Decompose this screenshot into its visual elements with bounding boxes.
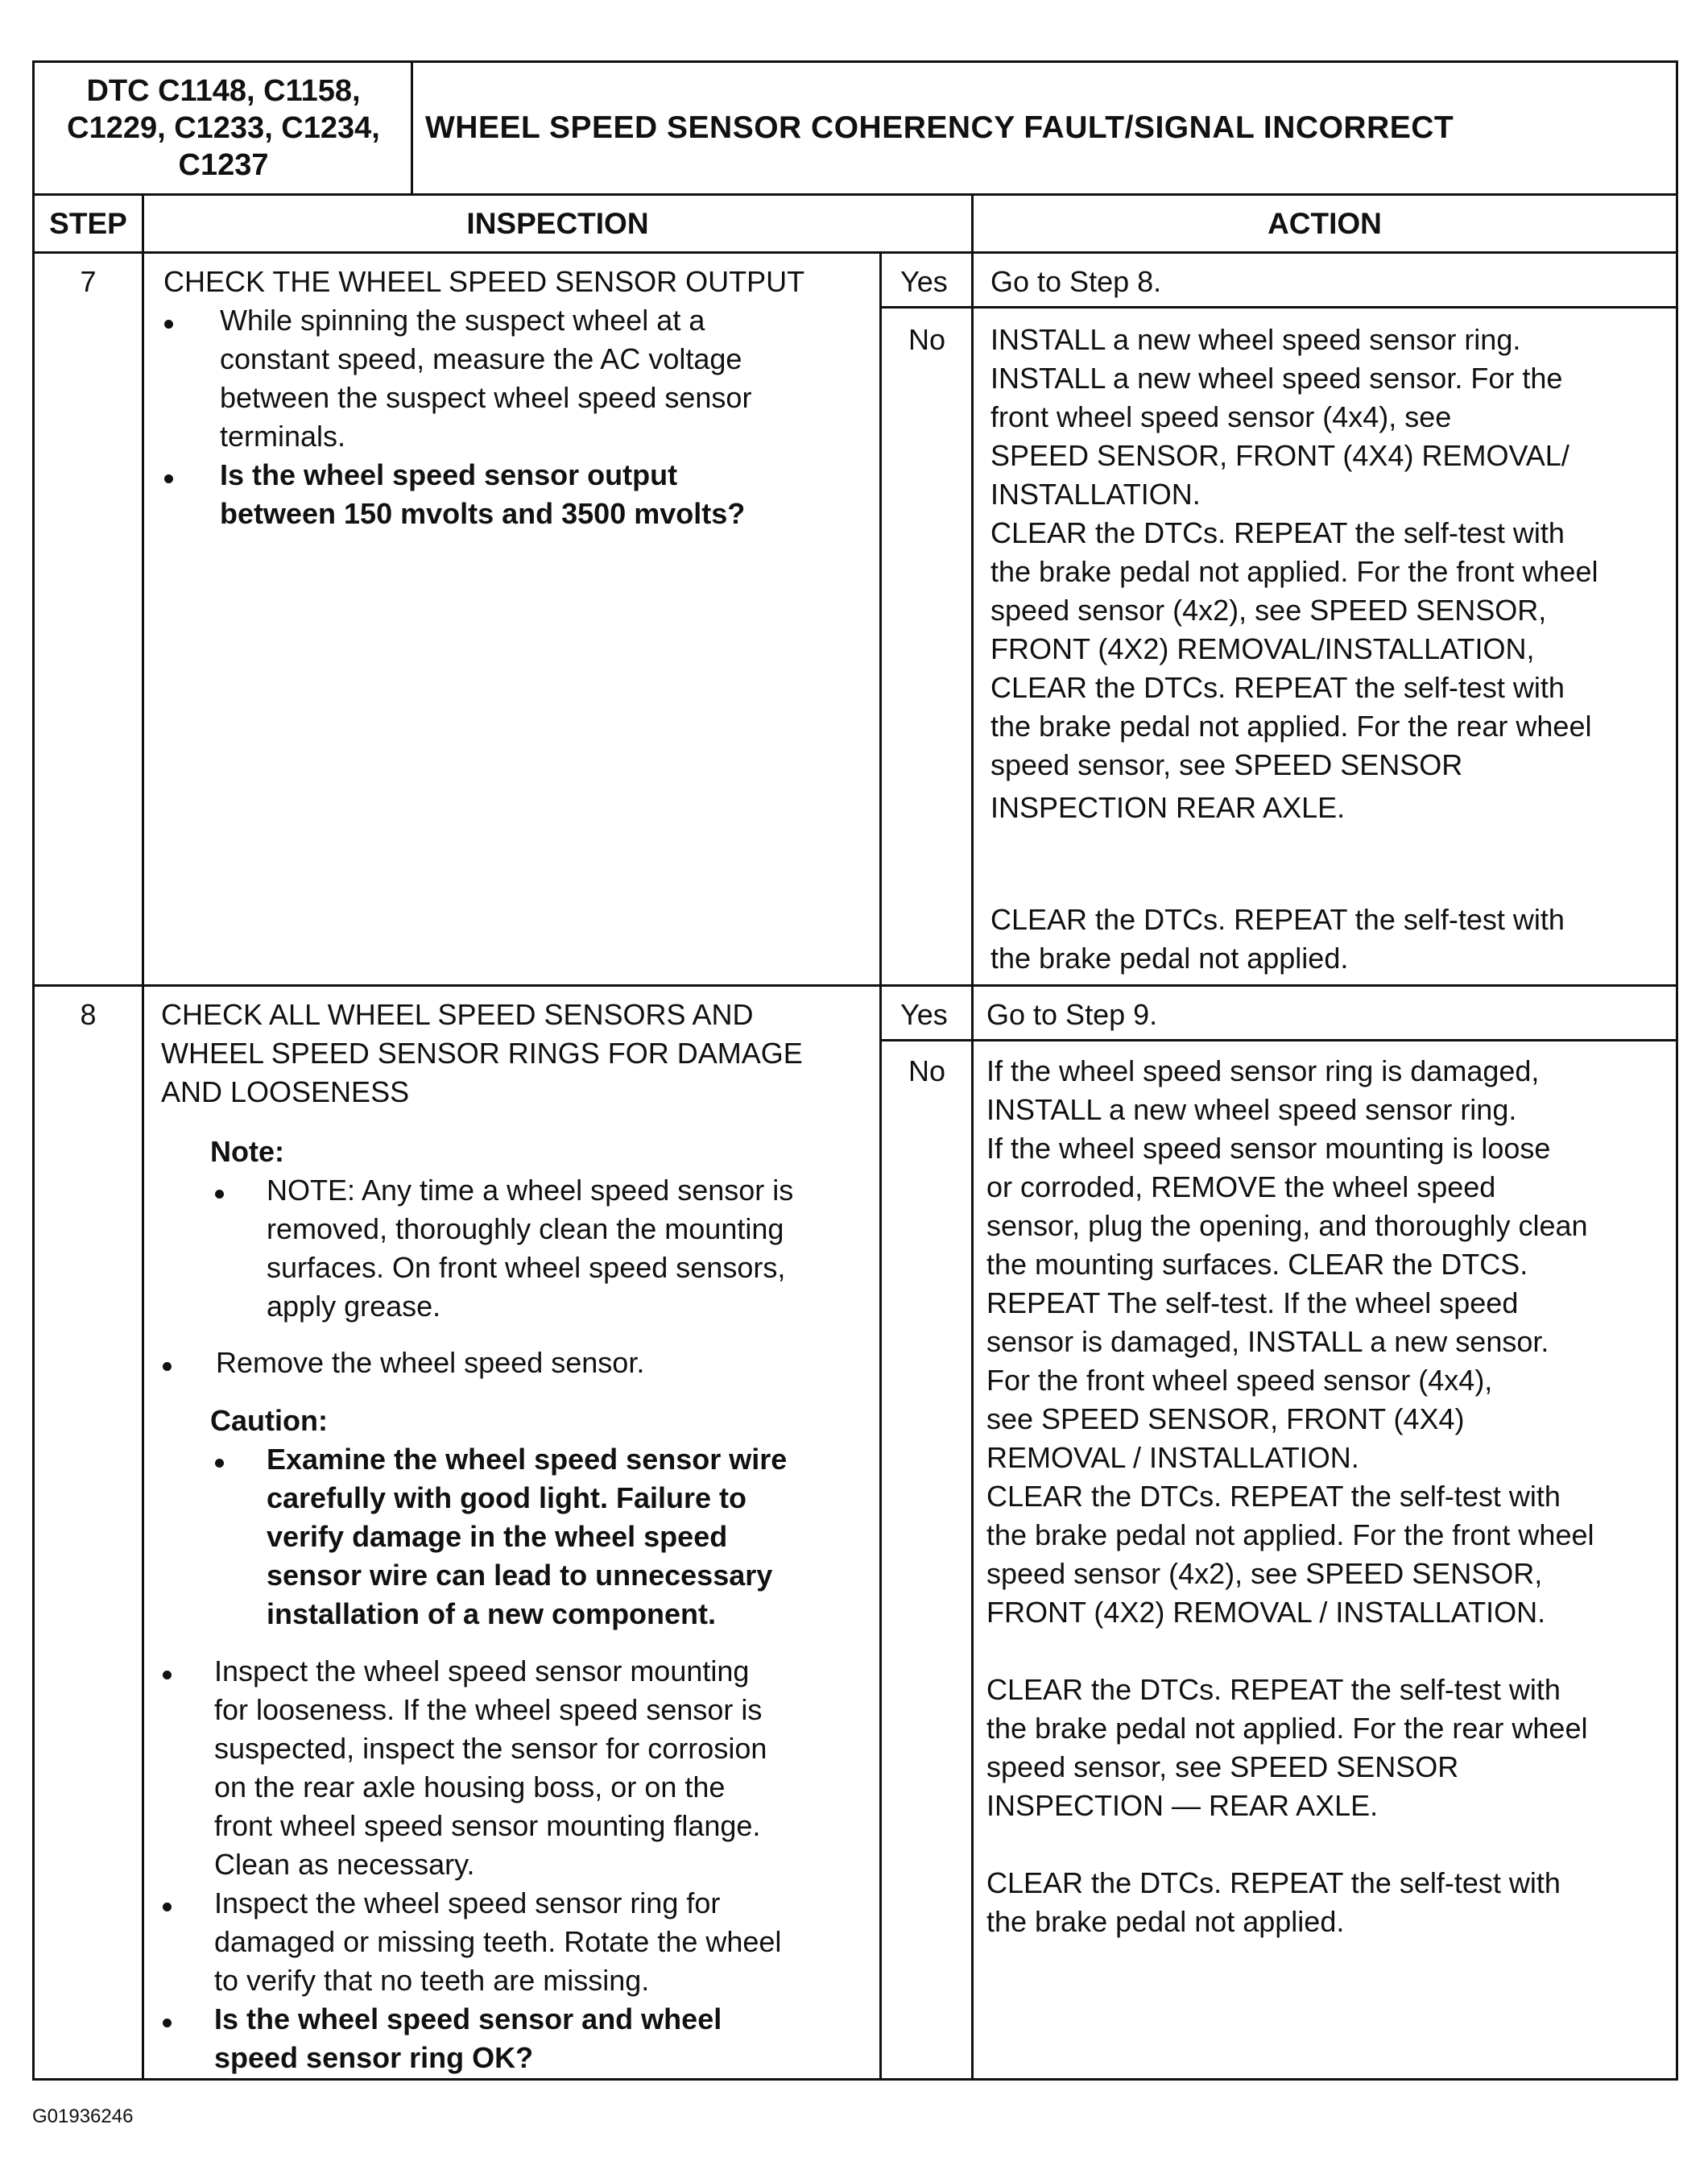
inspection-text: Clean as necessary.: [214, 1848, 475, 1881]
no-action-line: FRONT (4X2) REMOVAL/INSTALLATION,: [990, 632, 1535, 665]
no-action-line: the brake pedal not applied. For the rear wheel: [990, 710, 1592, 743]
no-action-line: sensor, plug the opening, and thoroughly clean: [986, 1209, 1588, 1242]
no-action-line: the brake pedal not applied.: [986, 1905, 1345, 1938]
yes-label: Yes: [900, 265, 948, 298]
no-action-line: For the front wheel speed sensor (4x4),: [986, 1364, 1493, 1397]
step-heading: CHECK ALL WHEEL SPEED SENSORS AND: [161, 998, 754, 1031]
inspection-text: damaged or missing teeth. Rotate the wheel: [214, 1925, 782, 1958]
caution-text: installation of a new component.: [267, 1597, 717, 1630]
no-action-line: REPEAT The self-test. If the wheel speed: [986, 1286, 1519, 1319]
dtc-code-line: DTC C1148, C1158,: [86, 74, 361, 108]
step7-yes-row-bottom: [879, 306, 1678, 309]
no-action-line: If the wheel speed sensor mounting is loose: [986, 1132, 1551, 1165]
column-heading-step: STEP: [49, 207, 127, 240]
no-action-line: the brake pedal not applied. For the rear wheel: [986, 1712, 1588, 1745]
no-action-line: CLEAR the DTCs. REPEAT the self-test with: [990, 903, 1565, 936]
inspection-text: between the suspect wheel speed sensor: [220, 381, 752, 414]
no-action-line: the brake pedal not applied. For the front wheel: [990, 555, 1598, 588]
no-action-line: INSTALL a new wheel speed sensor ring.: [990, 323, 1521, 356]
inspection-text: Inspect the wheel speed sensor mounting: [214, 1654, 750, 1687]
note-text: removed, thoroughly clean the mounting: [267, 1212, 784, 1245]
inspection-text: to verify that no teeth are missing.: [214, 1964, 650, 1997]
no-action-line: the brake pedal not applied.: [990, 942, 1349, 975]
bullet-icon: [215, 1190, 224, 1199]
yes-label: Yes: [900, 998, 948, 1031]
inspection-text: While spinning the suspect wheel at a: [220, 304, 705, 337]
note-label: Note:: [210, 1135, 284, 1168]
page-title: WHEEL SPEED SENSOR COHERENCY FAULT/SIGNAL INCORRECT: [425, 110, 1454, 145]
no-action-line: front wheel speed sensor (4x4), see: [990, 400, 1452, 433]
step-column-divider: [142, 193, 144, 2081]
no-action-line: SPEED SENSOR, FRONT (4X4) REMOVAL/: [990, 439, 1569, 472]
inspection-question: speed sensor ring OK?: [214, 2041, 534, 2074]
bullet-icon: [163, 1903, 172, 1911]
no-action-line: the brake pedal not applied. For the front wheel: [986, 1518, 1594, 1551]
bullet-icon: [163, 1362, 172, 1371]
no-action-line: speed sensor (4x2), see SPEED SENSOR,: [990, 594, 1547, 627]
no-action-line: CLEAR the DTCs. REPEAT the self-test with: [986, 1866, 1561, 1899]
step-heading: WHEEL SPEED SENSOR RINGS FOR DAMAGE: [161, 1037, 803, 1070]
header-divider: [411, 60, 413, 195]
no-action-line: CLEAR the DTCs. REPEAT the self-test with: [986, 1480, 1561, 1513]
no-action-line: INSPECTION — REAR AXLE.: [986, 1789, 1379, 1822]
inspection-text: on the rear axle housing boss, or on the: [214, 1770, 726, 1803]
yes-action: Go to Step 9.: [986, 998, 1158, 1031]
bullet-icon: [163, 2019, 172, 2027]
figure-code: G01936246: [32, 2106, 134, 2127]
no-action-line: or corroded, REMOVE the wheel speed: [986, 1170, 1496, 1203]
note-text: NOTE: Any time a wheel speed sensor is: [267, 1174, 794, 1207]
table-border-left: [32, 60, 35, 2081]
no-action-line: sensor is damaged, INSTALL a new sensor.: [986, 1325, 1549, 1358]
no-label: No: [908, 1054, 946, 1087]
inspection-text: Remove the wheel speed sensor.: [216, 1346, 645, 1379]
dtc-code-cell: [36, 63, 411, 193]
step-heading: AND LOOSENESS: [161, 1075, 410, 1108]
inspection-question: between 150 mvolts and 3500 mvolts?: [220, 497, 746, 530]
no-action-line: FRONT (4X2) REMOVAL / INSTALLATION.: [986, 1596, 1546, 1629]
no-action-line: INSTALL a new wheel speed sensor. For the: [990, 362, 1563, 395]
yes-no-column-divider: [879, 251, 882, 2081]
inspection-question: Is the wheel speed sensor and wheel: [214, 2002, 722, 2035]
no-action-line: the mounting surfaces. CLEAR the DTCS.: [986, 1248, 1528, 1281]
caution-text: sensor wire can lead to unnecessary: [267, 1559, 773, 1592]
dtc-code-line: C1229, C1233, C1234,: [67, 111, 380, 145]
bullet-icon: [164, 320, 173, 329]
step-heading: CHECK THE WHEEL SPEED SENSOR OUTPUT: [163, 265, 805, 298]
inspection-text: terminals.: [220, 420, 346, 453]
no-action-line: REMOVAL / INSTALLATION.: [986, 1441, 1359, 1474]
no-action-line: CLEAR the DTCs. REPEAT the self-test with: [990, 516, 1565, 549]
note-text: apply grease.: [267, 1290, 441, 1323]
no-action-line: CLEAR the DTCs. REPEAT the self-test with: [990, 671, 1565, 704]
no-action-line: speed sensor, see SPEED SENSOR: [986, 1750, 1459, 1783]
step-number: 8: [80, 998, 97, 1031]
caution-text: verify damage in the wheel speed: [267, 1520, 728, 1553]
no-action-line: speed sensor (4x2), see SPEED SENSOR,: [986, 1557, 1543, 1590]
caution-text: Examine the wheel speed sensor wire: [267, 1443, 788, 1476]
inspection-text: Inspect the wheel speed sensor ring for: [214, 1886, 721, 1919]
no-action-line: see SPEED SENSOR, FRONT (4X4): [986, 1402, 1465, 1435]
dtc-code-line: C1237: [178, 148, 269, 182]
caution-label: Caution:: [210, 1404, 328, 1437]
no-action-line: INSTALL a new wheel speed sensor ring.: [986, 1093, 1517, 1126]
bullet-icon: [164, 474, 173, 483]
no-action-line: CLEAR the DTCs. REPEAT the self-test with: [986, 1673, 1561, 1706]
inspection-text: suspected, inspect the sensor for corrosion: [214, 1732, 767, 1765]
table-border-right: [1676, 60, 1678, 2081]
yes-action: Go to Step 8.: [990, 265, 1162, 298]
column-heading-inspection: INSPECTION: [466, 207, 649, 240]
no-action-line: INSPECTION REAR AXLE.: [990, 791, 1346, 824]
column-heading-action: ACTION: [1268, 207, 1382, 240]
no-label: No: [908, 323, 946, 356]
step-number: 7: [80, 265, 97, 298]
inspection-question: Is the wheel speed sensor output: [220, 458, 678, 491]
step7-row-bottom: [32, 984, 1678, 987]
note-text: surfaces. On front wheel speed sensors,: [267, 1251, 786, 1284]
action-column-divider: [971, 193, 974, 2081]
no-action-line: INSTALLATION.: [990, 478, 1201, 511]
caution-text: carefully with good light. Failure to: [267, 1481, 747, 1514]
inspection-text: constant speed, measure the AC voltage: [220, 342, 742, 375]
no-action-line: speed sensor, see SPEED SENSOR: [990, 748, 1463, 781]
inspection-text: front wheel speed sensor mounting flange.: [214, 1809, 761, 1842]
no-action-line: If the wheel speed sensor ring is damaged,: [986, 1054, 1540, 1087]
table-border-bottom: [32, 2078, 1678, 2081]
step8-yes-row-bottom: [879, 1039, 1678, 1041]
inspection-text: for looseness. If the wheel speed sensor is: [214, 1693, 763, 1726]
bullet-icon: [163, 1671, 172, 1679]
bullet-icon: [215, 1459, 224, 1468]
